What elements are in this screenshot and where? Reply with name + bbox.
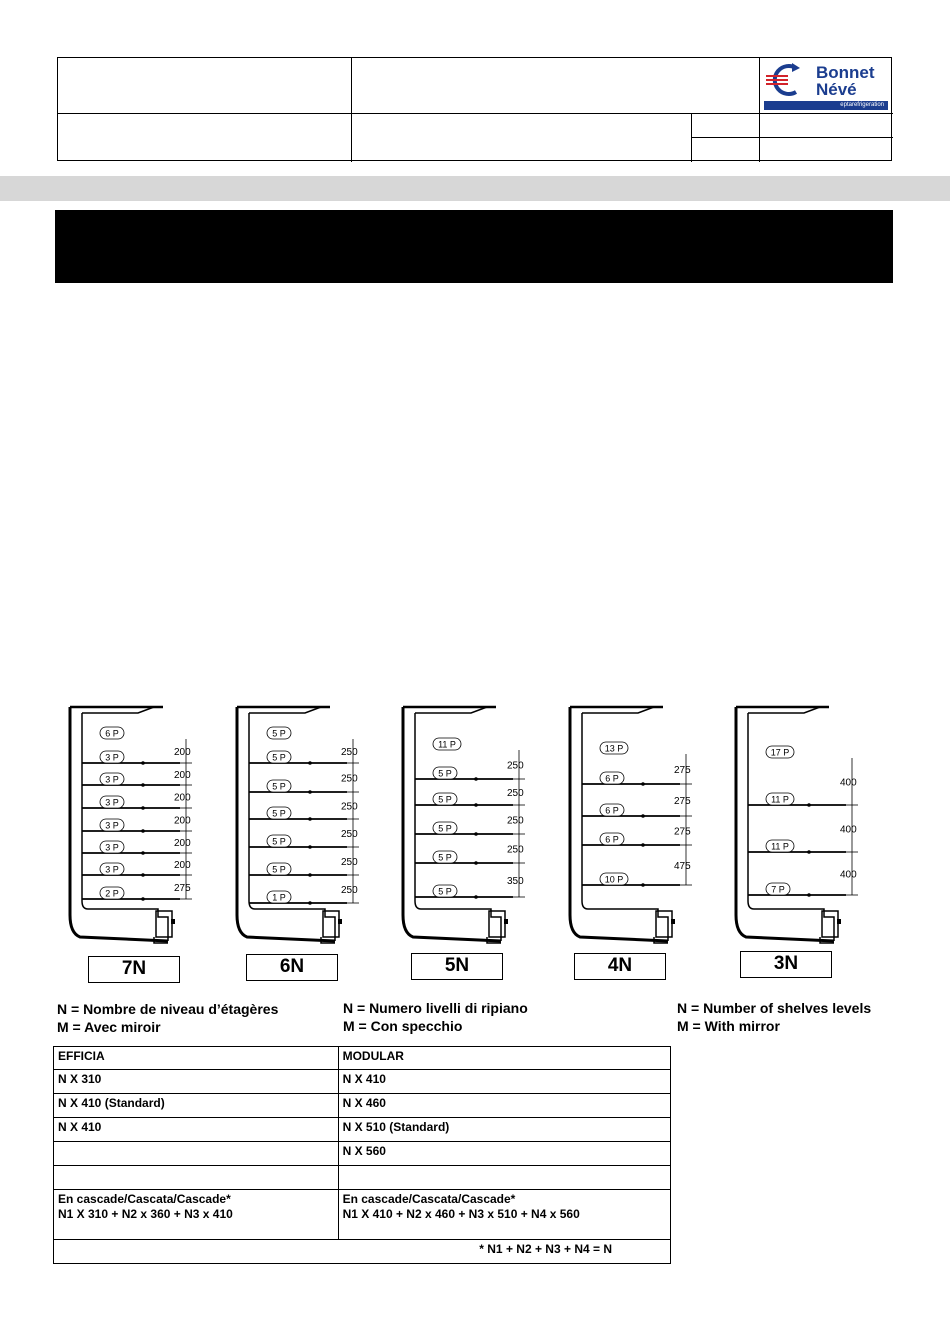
cascade-efficia-formula: N1 X 310 + N2 x 360 + N3 x 410 [58, 1207, 233, 1221]
configuration-label-4n: 4N [574, 953, 666, 980]
legend-it-n: N = Numero livelli di ripiano [343, 1000, 528, 1016]
cabinet-diagram-7n [68, 705, 218, 950]
shelf-tag [267, 780, 291, 792]
logo-line-1: Bonnet [816, 63, 875, 82]
legend-french [57, 1000, 278, 1036]
legend-english [677, 999, 871, 1035]
shelf-dimension: 200 [174, 792, 191, 804]
logo-line-2: Névé [816, 80, 857, 99]
shelf-tag [267, 863, 291, 875]
svg-text:6 P: 6 P [605, 773, 619, 784]
shelf-tag [600, 833, 624, 845]
shelf-dimension: 250 [507, 815, 524, 827]
shelf-dimension: 200 [174, 838, 191, 849]
shelf-tag [100, 819, 124, 831]
svg-text:17 P: 17 P [770, 747, 790, 758]
shelf-tag [100, 751, 124, 763]
svg-text:3 P: 3 P [105, 774, 119, 785]
cascade-modular-formula: N1 X 410 + N2 x 460 + N3 x 510 + N4 x 560 [342, 1207, 580, 1221]
shelf-dimension: 400 [840, 869, 857, 881]
table-row [54, 1142, 671, 1166]
cell-efficia: N X 410 [54, 1118, 339, 1142]
cell-modular: N X 510 (Standard) [338, 1118, 670, 1142]
section-title-bar [55, 210, 893, 283]
shelf-dimension: 275 [174, 883, 191, 894]
svg-text:5 P: 5 P [272, 836, 286, 847]
legend-fr-n: N = Nombre de niveau d’étagères [57, 1001, 279, 1017]
shelf-tag [100, 773, 124, 785]
shelf-tag [100, 863, 124, 875]
legend-en-m: M = With mirror [677, 1018, 780, 1034]
table-row [54, 1166, 671, 1190]
shelf-dimension: 200 [174, 747, 191, 758]
shelf-dimension: 250 [341, 857, 358, 868]
shelf-dimension: 400 [840, 777, 857, 789]
cell-modular: N X 560 [338, 1142, 670, 1166]
svg-text:7 P: 7 P [771, 884, 785, 895]
cascade-efficia-title: En cascade/Cascata/Cascade* [58, 1192, 231, 1206]
svg-text:6 P: 6 P [105, 728, 119, 739]
svg-text:6 P: 6 P [605, 805, 619, 816]
configuration-label-7n: 7N [88, 956, 180, 983]
shelf-dimension: 250 [341, 885, 358, 896]
cabinet-diagram-3n [734, 705, 884, 950]
cell-modular: N X 460 [338, 1094, 670, 1118]
svg-text:13 P: 13 P [604, 743, 624, 754]
bonnet-neve-logo [764, 60, 889, 110]
table-footnote-row [54, 1240, 671, 1264]
svg-text:11 P: 11 P [771, 841, 789, 852]
shelf-dimension: 250 [507, 788, 524, 799]
cabinet-diagram-4n [568, 705, 718, 950]
shelf-tag [100, 841, 124, 853]
shelf-tag [267, 807, 291, 819]
svg-text:1 P: 1 P [272, 892, 286, 903]
configuration-label-3n: 3N [740, 951, 832, 978]
svg-text:5 P: 5 P [438, 852, 452, 863]
cascade-modular [338, 1190, 670, 1240]
svg-text:3 P: 3 P [105, 864, 119, 875]
svg-text:2 P: 2 P [105, 888, 119, 899]
shelf-tag [267, 751, 291, 763]
svg-text:6 P: 6 P [605, 834, 619, 845]
shelf-dimension: 250 [341, 801, 358, 813]
shelf-tag [766, 793, 794, 805]
configuration-label-6n: 6N [246, 954, 338, 981]
cascade-efficia [54, 1190, 339, 1240]
shelf-tag [100, 727, 124, 739]
shelf-dimension: 350 [507, 876, 524, 887]
svg-text:5 P: 5 P [272, 781, 286, 792]
table-row [54, 1118, 671, 1142]
svg-text:5 P: 5 P [438, 886, 452, 897]
shelf-dimension: 275 [674, 826, 691, 838]
shelf-dimensions-table [53, 1046, 671, 1264]
shelf-dimension: 250 [507, 760, 524, 772]
shelf-tag [433, 793, 457, 805]
legend-italian [343, 999, 528, 1035]
legend-en-n: N = Number of shelves levels [677, 1000, 872, 1016]
shelf-dimension: 250 [341, 747, 358, 758]
svg-text:5 P: 5 P [272, 752, 286, 763]
euro-logo-icon [766, 60, 806, 100]
shelf-tag [433, 822, 457, 834]
shelf-tag [433, 885, 457, 897]
header-modular: MODULAR [338, 1047, 670, 1070]
svg-text:3 P: 3 P [105, 797, 119, 808]
shelf-tag [433, 767, 457, 779]
svg-text:5 P: 5 P [438, 794, 452, 805]
cabinet-diagram-6n [235, 705, 385, 950]
shelf-dimension: 200 [174, 770, 191, 781]
cell-efficia: N X 410 (Standard) [54, 1094, 339, 1118]
shelf-tag [600, 742, 628, 754]
shelf-tag [267, 727, 291, 739]
shelf-dimension: 200 [174, 815, 191, 827]
shelf-tag [766, 840, 794, 852]
svg-text:5 P: 5 P [272, 808, 286, 819]
shelf-tag [766, 746, 794, 758]
legend-fr-m: M = Avec miroir [57, 1019, 161, 1035]
cell-efficia [54, 1166, 339, 1190]
shelf-tag [600, 772, 624, 784]
table-row [54, 1094, 671, 1118]
table-row [54, 1070, 671, 1094]
header-efficia: EFFICIA [54, 1047, 339, 1070]
shelf-dimension: 275 [674, 765, 691, 776]
table-header-row [54, 1047, 671, 1070]
cell-efficia [54, 1142, 339, 1166]
shelf-dimension: 250 [341, 773, 358, 785]
shelf-dimension: 250 [507, 844, 524, 856]
shelf-tag [600, 804, 624, 816]
svg-text:5 P: 5 P [438, 768, 452, 779]
svg-text:5 P: 5 P [272, 864, 286, 875]
section-divider-bar [0, 176, 950, 201]
shelf-dimension: 250 [341, 829, 358, 840]
svg-text:3 P: 3 P [105, 820, 119, 831]
shelf-tag [267, 891, 291, 903]
shelf-dimension: 275 [674, 796, 691, 807]
cell-modular: N X 410 [338, 1070, 670, 1094]
logo-tagline: eptarefrigeration [764, 101, 888, 110]
svg-text:5 P: 5 P [272, 728, 286, 739]
cabinet-diagram-5n [401, 705, 551, 950]
cell-modular [338, 1166, 670, 1190]
svg-text:5 P: 5 P [438, 823, 452, 834]
cell-efficia: N X 310 [54, 1070, 339, 1094]
svg-text:11 P: 11 P [438, 739, 456, 750]
svg-text:3 P: 3 P [105, 842, 119, 853]
shelf-tag [433, 738, 461, 750]
shelf-tag [100, 796, 124, 808]
footnote: * N1 + N2 + N3 + N4 = N [54, 1240, 671, 1264]
svg-text:11 P: 11 P [771, 794, 789, 805]
shelf-tag [766, 883, 790, 895]
table-row-cascade [54, 1190, 671, 1240]
shelf-dimension: 200 [174, 860, 191, 871]
shelf-dimension: 400 [840, 824, 857, 836]
configuration-label-5n: 5N [411, 953, 503, 980]
legend-it-m: M = Con specchio [343, 1018, 463, 1034]
svg-text:10 P: 10 P [604, 874, 624, 885]
svg-text:3 P: 3 P [105, 752, 119, 763]
shelf-tag [267, 835, 291, 847]
cascade-modular-title: En cascade/Cascata/Cascade* [342, 1192, 516, 1206]
shelf-tag [433, 851, 457, 863]
shelf-tag [100, 887, 124, 899]
shelf-tag [600, 873, 628, 885]
shelf-dimension: 475 [674, 861, 691, 872]
